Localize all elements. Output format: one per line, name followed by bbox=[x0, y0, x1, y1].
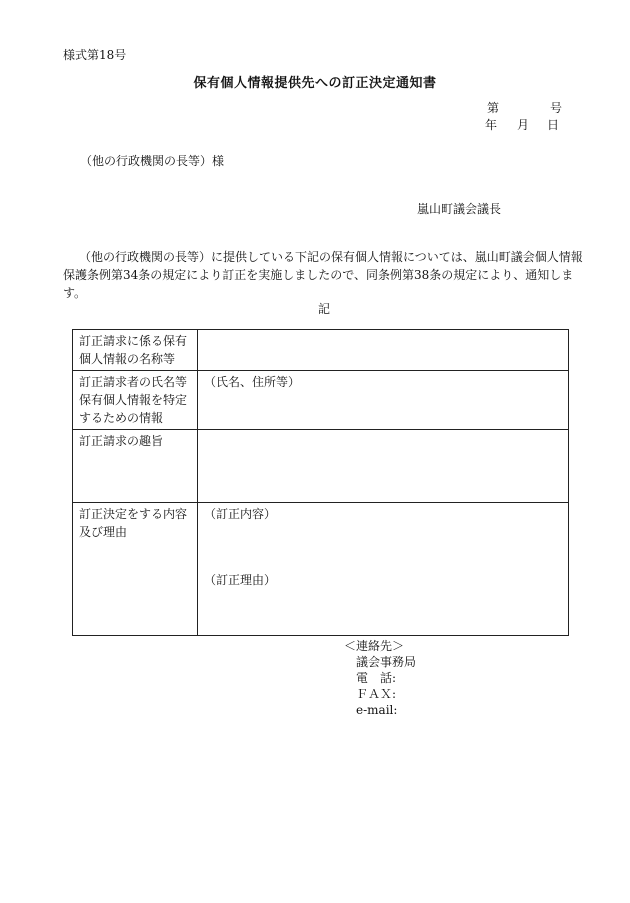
sender: 嵐山町議会議長 bbox=[417, 202, 502, 216]
table-row bbox=[73, 330, 569, 371]
contact-phone: 電 話: bbox=[356, 671, 397, 685]
date-year: 年 bbox=[485, 118, 498, 132]
row2-value: （氏名、住所等） bbox=[198, 371, 569, 430]
document-title: 保有個人情報提供先への訂正決定通知書 bbox=[193, 76, 437, 91]
row1-value bbox=[198, 330, 569, 371]
contact-office: 議会事務局 bbox=[356, 655, 417, 669]
number-suffix: 号 bbox=[550, 101, 563, 115]
date-month: 月 bbox=[517, 118, 530, 132]
contact-block bbox=[344, 638, 416, 718]
row4-value bbox=[198, 503, 569, 636]
correction-reason-label: （訂正理由） bbox=[204, 573, 277, 587]
contact-header: ＜連絡先＞ bbox=[344, 639, 405, 653]
row3-value bbox=[198, 430, 569, 503]
row1-label: 訂正請求に係る保有個人情報の名称等 bbox=[73, 330, 198, 371]
row3-label: 訂正請求の趣旨 bbox=[73, 430, 198, 503]
table-row bbox=[73, 371, 569, 430]
ki-heading: 記 bbox=[318, 302, 331, 316]
info-table bbox=[72, 329, 569, 636]
table-row bbox=[73, 430, 569, 503]
correction-content-label: （訂正内容） bbox=[204, 507, 277, 521]
contact-email: e-mail: bbox=[356, 703, 398, 717]
date-day: 日 bbox=[547, 118, 560, 132]
addressee: （他の行政機関の長等）様 bbox=[80, 154, 225, 168]
number-prefix: 第 bbox=[487, 101, 500, 115]
row2-label: 訂正請求者の氏名等保有個人情報を特定するための情報 bbox=[73, 371, 198, 430]
form-number: 様式第18号 bbox=[63, 48, 127, 62]
table-row bbox=[73, 503, 569, 636]
contact-fax: ＦＡＸ: bbox=[356, 687, 397, 701]
body-text: （他の行政機関の長等）に提供している下記の保有個人情報については、嵐山町議会個人情報保護条例第34条の規定により訂正を実施しましたので、同条例第38条の規定により、通知します。 bbox=[63, 250, 583, 300]
row4-label: 訂正決定をする内容及び理由 bbox=[73, 503, 198, 636]
